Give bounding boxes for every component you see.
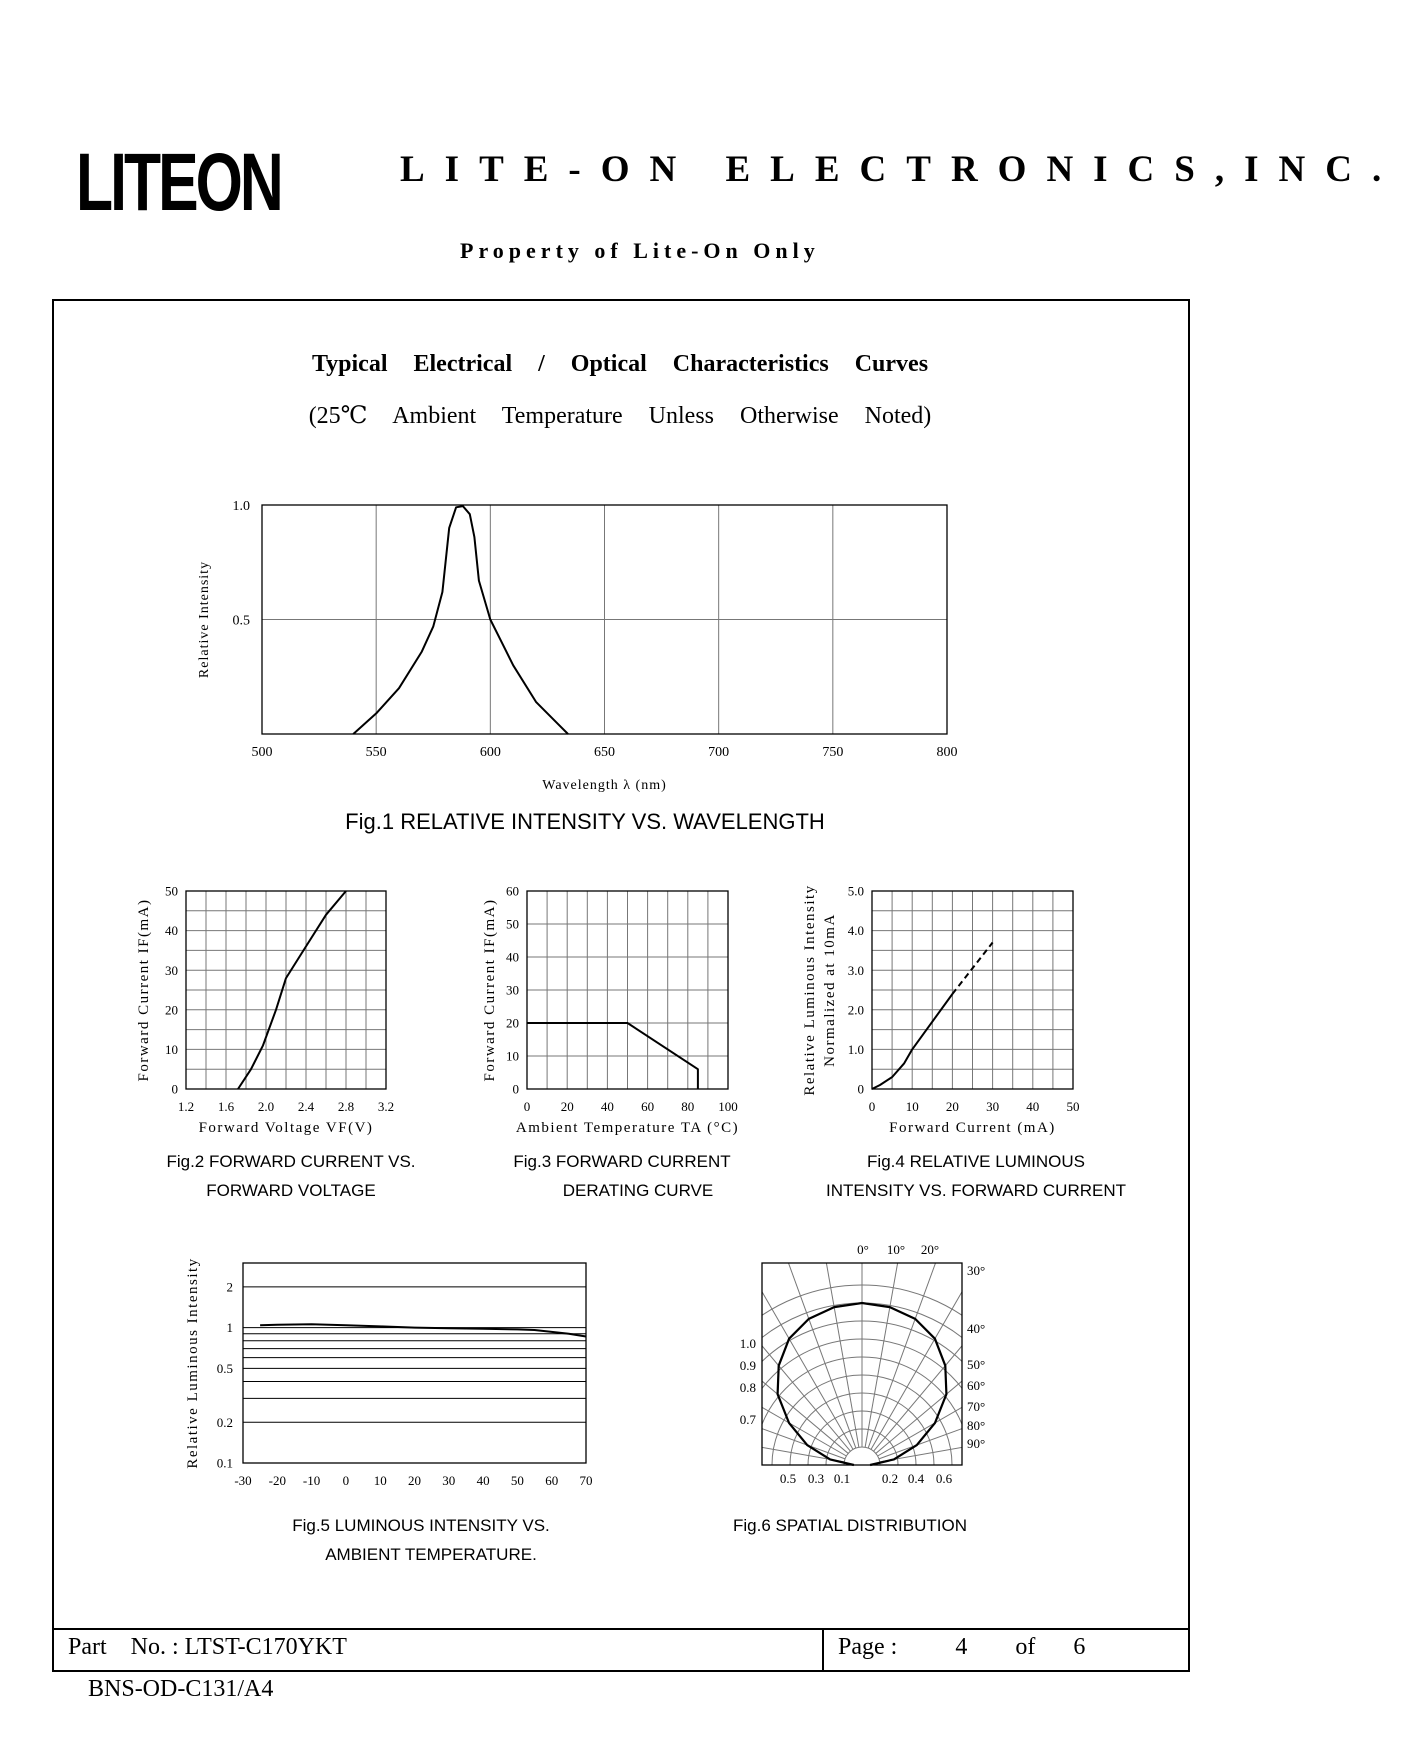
fig5-caption: AMBIENT TEMPERATURE. xyxy=(325,1545,537,1564)
fig5-x-tick-label: 50 xyxy=(510,1473,524,1488)
property-notice: Property of Lite-On Only xyxy=(460,238,820,263)
fig4-caption: Fig.4 RELATIVE LUMINOUS xyxy=(867,1152,1085,1171)
fig6-angle-label: 50° xyxy=(967,1357,986,1372)
fig2-x-tick-label: 1.2 xyxy=(177,1099,195,1114)
fig1-x-tick-label: 500 xyxy=(251,745,273,760)
fig4-x-tick-label: 0 xyxy=(868,1099,876,1114)
fig6-angle-label: 80° xyxy=(967,1418,986,1433)
fig6-radial-label: 0.5 xyxy=(779,1471,797,1486)
part-number-line xyxy=(68,1634,347,1661)
fig5-x-tick-label: -10 xyxy=(302,1473,321,1488)
fig6-grid xyxy=(646,1249,1078,1645)
fig3-y-tick-label: 10 xyxy=(506,1048,519,1064)
fig6-angle-label: 70° xyxy=(967,1399,986,1414)
fig6-radial-label: 0.7 xyxy=(739,1412,756,1427)
fig5-x-tick-label: 60 xyxy=(545,1473,559,1488)
fig1-x-tick-label: 600 xyxy=(479,745,501,760)
fig6-radial-label: 1.0 xyxy=(739,1336,756,1351)
page-total: 6 xyxy=(1073,1634,1086,1660)
fig6-radial-label: 0.6 xyxy=(935,1471,953,1486)
part-number: LTST-C170YKT xyxy=(184,1634,347,1660)
fig6-chart xyxy=(646,1242,1078,1645)
section-title: Typical Electrical / Optical Characteristics Curves xyxy=(311,351,929,377)
fig6-angle-spoke xyxy=(876,1326,1028,1453)
fig4-caption: INTENSITY VS. FORWARD CURRENT xyxy=(825,1181,1127,1200)
fig5-x-tick-label: 30 xyxy=(442,1473,456,1488)
fig1-x-tick-label: 550 xyxy=(365,745,387,760)
page-indicator xyxy=(838,1634,1085,1661)
fig4-x-axis-label: Forward Current (mA) xyxy=(889,1120,1056,1136)
fig3-y-tick-label: 0 xyxy=(512,1081,519,1097)
fig2-x-axis-label: Forward Voltage VF(V) xyxy=(198,1120,374,1136)
fig6-angle-label: 10° xyxy=(886,1242,906,1257)
fig5-x-tick-label: 40 xyxy=(476,1473,490,1488)
fig3-caption: Fig.3 FORWARD CURRENT xyxy=(513,1152,731,1171)
fig2-y-tick-label: 10 xyxy=(165,1041,178,1057)
fig2-y-tick-label: 20 xyxy=(165,1002,178,1018)
fig2-x-tick-label: 3.2 xyxy=(377,1099,395,1114)
company-logo: LITEON xyxy=(76,137,281,228)
fig4-y-axis-label: Normalized at 10mA xyxy=(822,913,838,1067)
fig5-x-tick-label: -20 xyxy=(268,1473,286,1488)
fig4-y-axis-label: Relative Luminous Intensity xyxy=(802,884,818,1096)
fig3-y-tick-label: 20 xyxy=(506,1015,519,1031)
fig4-y-tick-label: 4.0 xyxy=(847,923,864,939)
page-number: 4 xyxy=(955,1634,968,1660)
fig2-x-tick-label: 1.6 xyxy=(217,1099,235,1114)
fig5-x-tick-label: 0 xyxy=(342,1473,350,1488)
fig4-x-tick-label: 30 xyxy=(986,1099,1000,1114)
fig5-x-tick-label: -30 xyxy=(234,1473,252,1488)
fig5-y-tick-label: 1 xyxy=(226,1320,233,1336)
fig3-caption: DERATING CURVE xyxy=(562,1181,714,1200)
fig2-x-tick-label: 2.8 xyxy=(337,1099,355,1114)
fig5-y-tick-label: 0.1 xyxy=(216,1455,233,1471)
fig6-angle-spoke xyxy=(865,1252,899,1447)
footer-separator xyxy=(822,1628,824,1672)
company-name: LITE-ON ELECTRONICS,INC. xyxy=(400,149,1401,190)
fig6-angle-label: 20° xyxy=(920,1242,940,1257)
document-code: BNS-OD-C131/A4 xyxy=(88,1676,274,1702)
fig3-y-tick-label: 50 xyxy=(506,916,519,932)
fig4-y-tick-label: 3.0 xyxy=(847,962,864,978)
fig2-chart xyxy=(136,884,416,1200)
section-subtitle: (25℃ Ambient Temperature Unless Otherwise Noted) xyxy=(308,403,932,429)
fig6-angle-label: 30° xyxy=(967,1263,986,1278)
fig2-y-axis-label: Forward Current IF(mA) xyxy=(136,898,152,1082)
fig3-y-axis-label: Forward Current IF(mA) xyxy=(482,898,498,1082)
fig1-x-tick-label: 700 xyxy=(708,745,730,760)
fig1-caption: Fig.1 RELATIVE INTENSITY VS. WAVELENGTH xyxy=(345,809,825,834)
fig4-y-tick-label: 0 xyxy=(857,1081,864,1097)
fig4-y-tick-label: 5.0 xyxy=(847,883,864,899)
fig5-x-tick-label: 70 xyxy=(579,1473,593,1488)
fig1-y-axis-label: Relative Intensity xyxy=(197,560,212,679)
fig3-x-tick-label: 80 xyxy=(681,1099,695,1114)
fig6-angle-spoke xyxy=(824,1252,858,1447)
fig5-y-tick-label: 0.5 xyxy=(216,1360,233,1376)
fig5-x-tick-label: 10 xyxy=(373,1473,387,1488)
fig1-x-tick-label: 750 xyxy=(822,745,844,760)
fig2-y-tick-label: 30 xyxy=(165,962,178,978)
fig2-caption: FORWARD VOLTAGE xyxy=(206,1181,376,1200)
fig1-x-tick-label: 800 xyxy=(936,745,958,760)
fig6-radial-label: 0.3 xyxy=(807,1471,825,1486)
fig6-angle-spoke xyxy=(697,1326,849,1453)
fig3-x-tick-label: 0 xyxy=(523,1099,531,1114)
fig4-x-tick-label: 20 xyxy=(945,1099,959,1114)
part-number-label: Part No. : xyxy=(68,1634,185,1660)
fig3-x-tick-label: 20 xyxy=(560,1099,574,1114)
fig2-x-tick-label: 2.4 xyxy=(297,1099,315,1114)
fig4-chart xyxy=(802,884,1126,1200)
fig6-angle-spoke xyxy=(649,1427,844,1461)
fig6-radial-label: 0.2 xyxy=(881,1471,899,1486)
fig6-angle-label: 90° xyxy=(967,1436,986,1451)
fig3-y-tick-label: 30 xyxy=(506,982,519,998)
page-label: Page : xyxy=(838,1634,898,1660)
fig2-caption: Fig.2 FORWARD CURRENT VS. xyxy=(166,1152,416,1171)
fig1-y-tick-label: 1.0 xyxy=(232,498,250,514)
page-of: of xyxy=(1015,1634,1036,1660)
fig2-y-tick-label: 40 xyxy=(165,923,178,939)
fig6-radial-label: 0.4 xyxy=(907,1471,925,1486)
fig4-x-tick-label: 50 xyxy=(1066,1099,1080,1114)
fig5-y-tick-label: 0.2 xyxy=(216,1414,233,1430)
fig6-angle-label: 60° xyxy=(967,1378,986,1393)
fig6-radial-label: 0.8 xyxy=(739,1380,756,1395)
fig2-y-tick-label: 0 xyxy=(171,1081,178,1097)
fig4-x-tick-label: 40 xyxy=(1026,1099,1040,1114)
fig6-caption: Fig.6 SPATIAL DISTRIBUTION xyxy=(733,1516,967,1535)
fig6-angle-label: 40° xyxy=(967,1321,986,1336)
fig4-x-tick-label: 10 xyxy=(905,1099,919,1114)
fig6-angle-label: 0° xyxy=(857,1242,869,1257)
fig5-y-axis-label: Relative Luminous Intensity xyxy=(185,1257,201,1469)
fig1-chart xyxy=(197,499,958,834)
footer-divider xyxy=(52,1628,1190,1630)
fig3-y-tick-label: 40 xyxy=(506,949,519,965)
fig4-y-tick-label: 2.0 xyxy=(847,1002,864,1018)
fig5-x-tick-label: 20 xyxy=(408,1473,421,1488)
fig3-x-tick-label: 40 xyxy=(600,1099,614,1114)
fig2-x-tick-label: 2.0 xyxy=(257,1099,275,1114)
fig5-series-relative-intensity xyxy=(260,1324,586,1336)
fig6-angle-spoke xyxy=(723,1300,850,1452)
fig5-plot-frame xyxy=(243,1263,586,1463)
fig5-chart xyxy=(185,1257,593,1564)
fig1-x-axis-label: Wavelength λ (nm) xyxy=(542,778,667,793)
fig2-y-tick-label: 50 xyxy=(165,883,178,899)
fig1-series-relative-intensity xyxy=(353,506,568,734)
fig4-y-tick-label: 1.0 xyxy=(847,1041,864,1057)
fig6-radial-label: 0.1 xyxy=(833,1471,851,1486)
fig3-y-tick-label: 60 xyxy=(506,883,519,899)
fig3-x-tick-label: 100 xyxy=(718,1099,738,1114)
fig1-y-tick-label: 0.5 xyxy=(232,613,250,629)
fig5-y-tick-label: 2 xyxy=(226,1279,233,1295)
fig3-x-tick-label: 60 xyxy=(641,1099,655,1114)
fig6-radial-label: 0.9 xyxy=(739,1358,756,1373)
fig3-chart xyxy=(482,884,739,1200)
fig3-x-axis-label: Ambient Temperature TA (°C) xyxy=(515,1120,740,1136)
fig5-caption: Fig.5 LUMINOUS INTENSITY VS. xyxy=(292,1516,550,1535)
fig1-x-tick-label: 650 xyxy=(594,745,615,760)
